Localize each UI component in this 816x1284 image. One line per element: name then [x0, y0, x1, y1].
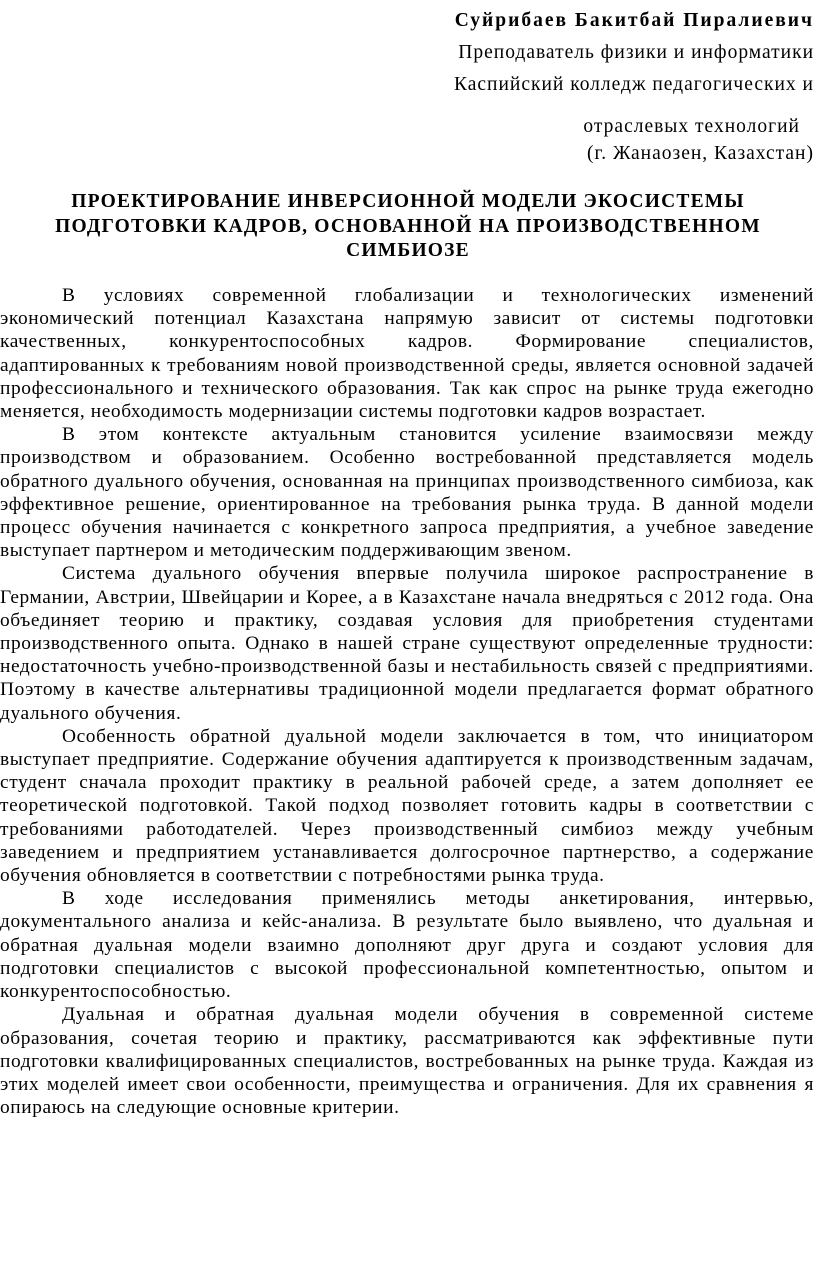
author-institution-line1: Каспийский колледж педагогических и	[453, 74, 814, 95]
article-title-line3: СИМБИОЗЕ	[346, 240, 470, 261]
author-location: (г. Жанаозен, Казахстан)	[586, 143, 814, 164]
article-title-line2: ПОДГОТОВКИ КАДРОВ, ОСНОВАННОЙ НА ПРОИЗВОДСТВЕННОМ	[55, 215, 761, 237]
author-institution-line2: отраслевых технологий	[583, 116, 800, 137]
article-body	[0, 284, 814, 1119]
paragraph: Система дуального обучения впервые получила широкое распространение в Германии, Австрии, Швейцарии и Корее, а в Казахстане начала внедряться с 2012 года. Она объединяет теорию и практику, создавая условия для приобретения студентами производственного опыта. Однако в нашей стране существуют определенные трудности: недостаточность учебно-производственной базы и нестабильность связей с предприятиями. Поэтому в качестве альтернативы традиционной модели предлагается формат обратного дуального обучения.	[0, 563, 814, 724]
article-title	[0, 190, 816, 264]
paragraph: В условиях современной глобализации и технологических изменений экономический потенциал Казахстана напрямую зависит от системы подготовки качественных, конкурентоспособных кадров. Формирование специалистов, адаптированных к требованиям новой производственной среды, является основной задачей профессионального и технического образования. Так как спрос на рынке труда ежегодно меняется, необходимость модернизации системы подготовки кадров возрастает.	[0, 285, 814, 423]
author-name: Суйрибаев Бакитбай Пиралиевич	[454, 10, 814, 31]
author-block	[254, 6, 814, 166]
paragraph: Особенность обратной дуальной модели заключается в том, что инициатором выступает предприятие. Содержание обучения адаптируется к производственным задачам, студент сначала проходит практику в реальной рабочей среде, а затем дополняет ее теоретической подготовкой. Такой подход позволяет готовить кадры в соответствии с требованиями работодателей. Через производственный симбиоз между учебным заведением и предприятием устанавливается долгосрочное партнерство, а содержание обучения обновляется в соответствии с потребностями рынка труда.	[0, 725, 814, 887]
paragraph: В этом контексте актуальным становится усиление взаимосвязи между производством и образованием. Особенно востребованной представляется модель обратного дуального обучения, основанная на принципах производственного симбиоза, как эффективное решение, ориентированное на требования рынка труда. В данной модели процесс обучения начинается с конкретного запроса предприятия, а учебное заведение выступает партнером и методическим поддерживающим звеном.	[0, 424, 814, 562]
paragraph: В ходе исследования применялись методы анкетирования, интервью, документального анализа и кейс-анализа. В результате было выявлено, что дуальная и обратная дуальная модели взаимно дополняют друг друга и создают условия для подготовки специалистов с высокой профессиональной компетентностью, опытом и конкурентоспособностью.	[0, 888, 814, 1003]
paragraph: Дуальная и обратная дуальная модели обучения в современной системе образования, сочетая теорию и практику, рассматриваются как эффективные пути подготовки квалифицированных специалистов, востребованных на рынке труда. Каждая из этих моделей имеет свои особенности, преимущества и ограничения. Для их сравнения я опираюсь на следующие основные критерии.	[0, 1004, 814, 1119]
author-position: Преподаватель физики и информатики	[458, 42, 814, 63]
article-title-line1: ПРОЕКТИРОВАНИЕ ИНВЕРСИОННОЙ МОДЕЛИ ЭКОСИСТЕМЫ	[71, 191, 745, 212]
